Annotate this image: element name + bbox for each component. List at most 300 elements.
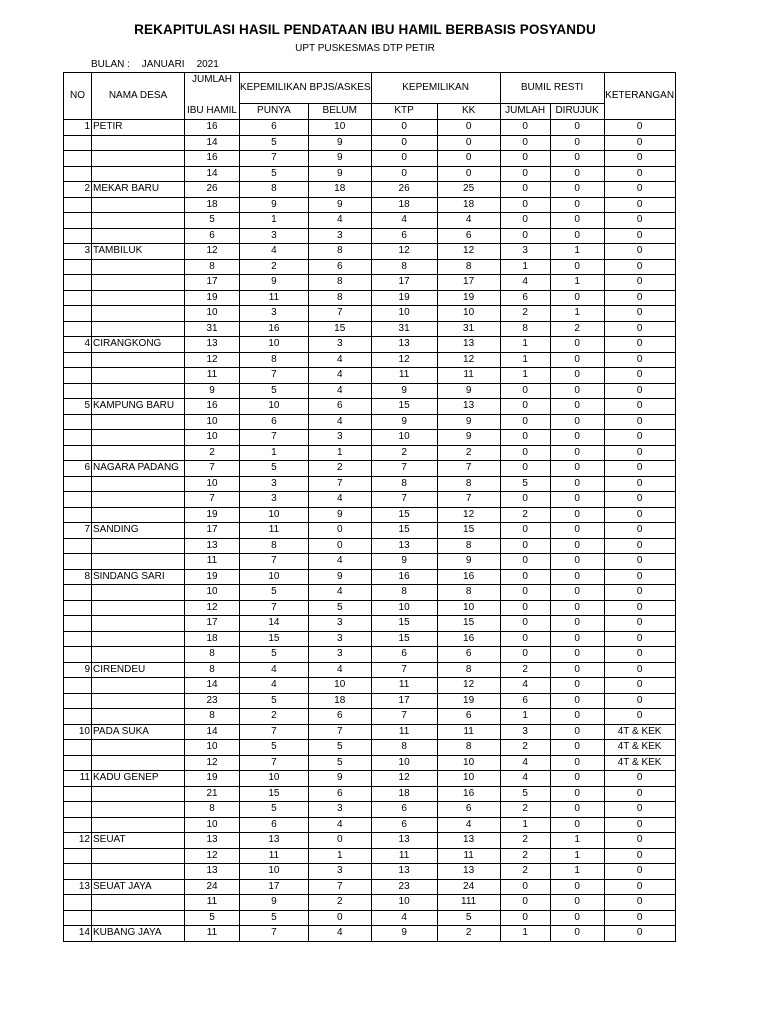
cell-bpjs-belum: 6 [308,399,371,415]
cell-ktp: 12 [371,771,437,787]
cell-bpjs-punya: 8 [240,352,309,368]
cell-bpjs-belum: 18 [308,693,371,709]
cell-ibu-hamil: 6 [185,228,240,244]
row-nama-desa [92,135,185,151]
cell-bpjs-punya: 5 [240,585,309,601]
cell-keterangan: 0 [604,166,675,182]
year-value: 2021 [196,59,219,70]
cell-keterangan: 0 [604,275,675,291]
cell-resti-dirujuk: 2 [550,321,604,337]
table-body [64,120,676,942]
cell-bpjs-punya: 5 [240,802,309,818]
table-row [64,724,676,740]
cell-resti-jumlah: 0 [500,228,550,244]
cell-bpjs-punya: 10 [240,337,309,353]
rekap-table [63,72,676,942]
row-no: 1 [64,120,92,136]
cell-keterangan: 0 [604,616,675,632]
table-row [64,631,676,647]
cell-kk: 10 [437,306,500,322]
cell-ibu-hamil: 23 [185,693,240,709]
cell-resti-jumlah: 2 [500,833,550,849]
cell-keterangan: 0 [604,306,675,322]
col-header-no: NO [64,73,92,120]
cell-kk: 11 [437,848,500,864]
bulan-label: BULAN : [91,59,130,70]
table-row [64,879,676,895]
report-subtitle: UPT PUSKESMAS DTP PETIR [295,43,435,54]
cell-bpjs-punya: 11 [240,523,309,539]
cell-bpjs-belum: 4 [308,926,371,942]
cell-bpjs-punya: 7 [240,368,309,384]
cell-resti-jumlah: 0 [500,492,550,508]
cell-resti-jumlah: 0 [500,151,550,167]
cell-kk: 111 [437,895,500,911]
cell-resti-dirujuk: 0 [550,910,604,926]
table-row [64,135,676,151]
cell-keterangan: 0 [604,213,675,229]
cell-bpjs-punya: 5 [240,461,309,477]
table-row [64,321,676,337]
cell-ktp: 17 [371,275,437,291]
cell-keterangan: 0 [604,197,675,213]
row-no [64,135,92,151]
cell-bpjs-belum: 4 [308,817,371,833]
cell-resti-jumlah: 0 [500,461,550,477]
cell-kk: 8 [437,585,500,601]
cell-bpjs-belum: 5 [308,740,371,756]
col-header-punya: PUNYA [240,104,309,120]
cell-kk: 11 [437,368,500,384]
cell-kk: 24 [437,879,500,895]
table-row [64,507,676,523]
cell-resti-jumlah: 1 [500,259,550,275]
cell-ibu-hamil: 9 [185,383,240,399]
cell-ibu-hamil: 12 [185,600,240,616]
table-row [64,430,676,446]
cell-resti-jumlah: 0 [500,166,550,182]
cell-ktp: 9 [371,414,437,430]
row-nama-desa: PETIR [92,120,185,136]
row-no [64,740,92,756]
cell-ktp: 15 [371,507,437,523]
cell-resti-jumlah: 3 [500,724,550,740]
cell-bpjs-belum: 9 [308,166,371,182]
row-no [64,197,92,213]
cell-resti-dirujuk: 0 [550,399,604,415]
cell-bpjs-punya: 2 [240,709,309,725]
table-row [64,771,676,787]
cell-resti-dirujuk: 0 [550,616,604,632]
cell-ibu-hamil: 7 [185,461,240,477]
cell-resti-dirujuk: 0 [550,461,604,477]
cell-bpjs-punya: 10 [240,399,309,415]
cell-ktp: 10 [371,306,437,322]
row-nama-desa [92,476,185,492]
cell-ktp: 13 [371,337,437,353]
cell-bpjs-belum: 4 [308,414,371,430]
cell-resti-jumlah: 5 [500,786,550,802]
cell-resti-jumlah: 1 [500,817,550,833]
row-nama-desa: SANDING [92,523,185,539]
cell-resti-dirujuk: 0 [550,678,604,694]
cell-bpjs-punya: 10 [240,771,309,787]
table-row [64,352,676,368]
cell-kk: 18 [437,197,500,213]
cell-ktp: 6 [371,647,437,663]
row-no [64,507,92,523]
cell-resti-jumlah: 2 [500,864,550,880]
cell-bpjs-belum: 8 [308,290,371,306]
row-no [64,538,92,554]
cell-keterangan: 0 [604,399,675,415]
cell-bpjs-belum: 9 [308,135,371,151]
cell-resti-dirujuk: 0 [550,476,604,492]
cell-ibu-hamil: 17 [185,523,240,539]
table-row [64,166,676,182]
cell-ibu-hamil: 14 [185,724,240,740]
row-no [64,802,92,818]
cell-keterangan: 0 [604,244,675,260]
cell-bpjs-belum: 2 [308,461,371,477]
cell-bpjs-belum: 1 [308,445,371,461]
cell-kk: 16 [437,786,500,802]
table-row [64,600,676,616]
cell-bpjs-punya: 3 [240,492,309,508]
row-nama-desa [92,802,185,818]
cell-kk: 0 [437,120,500,136]
row-no [64,368,92,384]
cell-keterangan: 0 [604,662,675,678]
cell-ktp: 10 [371,430,437,446]
cell-ibu-hamil: 26 [185,182,240,198]
cell-ktp: 8 [371,585,437,601]
cell-keterangan: 0 [604,120,675,136]
col-header-nama-desa: NAMA DESA [92,73,185,120]
cell-bpjs-belum: 3 [308,647,371,663]
cell-bpjs-belum: 8 [308,244,371,260]
cell-kk: 2 [437,926,500,942]
row-nama-desa: SEUAT [92,833,185,849]
cell-keterangan: 0 [604,631,675,647]
row-nama-desa [92,290,185,306]
cell-resti-dirujuk: 0 [550,771,604,787]
cell-resti-dirujuk: 0 [550,135,604,151]
cell-resti-dirujuk: 0 [550,151,604,167]
cell-resti-dirujuk: 0 [550,802,604,818]
cell-keterangan: 0 [604,259,675,275]
cell-resti-dirujuk: 0 [550,337,604,353]
cell-resti-jumlah: 0 [500,135,550,151]
cell-keterangan: 0 [604,910,675,926]
cell-keterangan: 0 [604,786,675,802]
cell-bpjs-punya: 3 [240,228,309,244]
cell-bpjs-belum: 3 [308,864,371,880]
cell-ibu-hamil: 18 [185,631,240,647]
row-nama-desa [92,507,185,523]
cell-resti-jumlah: 0 [500,910,550,926]
cell-ktp: 23 [371,879,437,895]
cell-ibu-hamil: 2 [185,445,240,461]
cell-resti-jumlah: 0 [500,120,550,136]
cell-resti-dirujuk: 0 [550,600,604,616]
cell-resti-jumlah: 0 [500,879,550,895]
row-nama-desa [92,585,185,601]
row-nama-desa [92,414,185,430]
cell-kk: 10 [437,771,500,787]
row-nama-desa: CIRANGKONG [92,337,185,353]
cell-kk: 16 [437,631,500,647]
cell-resti-dirujuk: 1 [550,306,604,322]
cell-resti-jumlah: 0 [500,569,550,585]
row-no: 7 [64,523,92,539]
cell-kk: 19 [437,290,500,306]
cell-keterangan: 0 [604,647,675,663]
cell-bpjs-belum: 0 [308,833,371,849]
cell-resti-dirujuk: 0 [550,879,604,895]
cell-bpjs-punya: 8 [240,538,309,554]
cell-resti-jumlah: 2 [500,662,550,678]
row-no: 2 [64,182,92,198]
cell-resti-jumlah: 4 [500,275,550,291]
row-nama-desa [92,647,185,663]
cell-ibu-hamil: 11 [185,926,240,942]
cell-keterangan: 0 [604,802,675,818]
cell-bpjs-punya: 9 [240,275,309,291]
cell-kk: 5 [437,910,500,926]
cell-bpjs-belum: 4 [308,368,371,384]
row-no [64,445,92,461]
table-row [64,228,676,244]
cell-bpjs-punya: 7 [240,600,309,616]
cell-ktp: 15 [371,631,437,647]
cell-keterangan: 0 [604,492,675,508]
col-header-ktp: KTP [371,104,437,120]
cell-bpjs-punya: 7 [240,755,309,771]
cell-kk: 12 [437,244,500,260]
cell-bpjs-punya: 3 [240,476,309,492]
table-row [64,833,676,849]
row-no [64,290,92,306]
cell-ibu-hamil: 13 [185,833,240,849]
table-row [64,368,676,384]
row-no [64,321,92,337]
cell-kk: 7 [437,492,500,508]
cell-ibu-hamil: 19 [185,507,240,523]
col-header-belum: BELUM [308,104,371,120]
row-nama-desa [92,197,185,213]
cell-resti-jumlah: 0 [500,523,550,539]
cell-bpjs-belum: 7 [308,306,371,322]
cell-ibu-hamil: 10 [185,306,240,322]
cell-resti-dirujuk: 0 [550,631,604,647]
cell-keterangan: 0 [604,352,675,368]
cell-ibu-hamil: 8 [185,259,240,275]
cell-bpjs-belum: 4 [308,383,371,399]
cell-resti-jumlah: 8 [500,321,550,337]
cell-ktp: 19 [371,290,437,306]
cell-ibu-hamil: 14 [185,678,240,694]
cell-ktp: 13 [371,864,437,880]
row-nama-desa [92,383,185,399]
cell-kk: 9 [437,414,500,430]
row-nama-desa: KAMPUNG BARU [92,399,185,415]
row-nama-desa [92,600,185,616]
table-row [64,476,676,492]
row-nama-desa [92,678,185,694]
cell-resti-jumlah: 0 [500,197,550,213]
cell-bpjs-punya: 7 [240,151,309,167]
cell-resti-dirujuk: 1 [550,864,604,880]
row-no [64,616,92,632]
cell-keterangan: 0 [604,151,675,167]
row-no [64,492,92,508]
bulan-value: JANUARI [141,59,185,70]
cell-ibu-hamil: 19 [185,771,240,787]
cell-ktp: 6 [371,802,437,818]
cell-resti-jumlah: 0 [500,554,550,570]
cell-ibu-hamil: 8 [185,802,240,818]
cell-bpjs-punya: 11 [240,848,309,864]
cell-resti-dirujuk: 0 [550,197,604,213]
cell-keterangan: 0 [604,895,675,911]
row-no: 3 [64,244,92,260]
cell-keterangan: 0 [604,864,675,880]
cell-ktp: 26 [371,182,437,198]
cell-bpjs-punya: 1 [240,213,309,229]
row-no [64,600,92,616]
cell-bpjs-punya: 4 [240,678,309,694]
row-no [64,848,92,864]
cell-ibu-hamil: 11 [185,895,240,911]
cell-ktp: 4 [371,910,437,926]
cell-kk: 8 [437,662,500,678]
cell-kk: 0 [437,151,500,167]
cell-resti-dirujuk: 0 [550,166,604,182]
cell-keterangan: 0 [604,507,675,523]
cell-kk: 8 [437,476,500,492]
cell-kk: 2 [437,445,500,461]
table-row [64,492,676,508]
row-no [64,259,92,275]
cell-resti-dirujuk: 1 [550,244,604,260]
cell-ibu-hamil: 12 [185,755,240,771]
row-nama-desa: NAGARA PADANG [92,461,185,477]
cell-ktp: 12 [371,352,437,368]
cell-ibu-hamil: 19 [185,290,240,306]
col-header-kk: KK [437,104,500,120]
col-header-bumil-resti: BUMIL RESTI [500,73,604,104]
cell-ibu-hamil: 16 [185,151,240,167]
cell-kk: 9 [437,430,500,446]
cell-bpjs-punya: 17 [240,879,309,895]
row-no [64,430,92,446]
cell-bpjs-punya: 6 [240,120,309,136]
cell-bpjs-punya: 10 [240,507,309,523]
row-no [64,647,92,663]
cell-resti-jumlah: 0 [500,414,550,430]
cell-ibu-hamil: 19 [185,569,240,585]
cell-ktp: 8 [371,259,437,275]
row-no: 9 [64,662,92,678]
cell-resti-dirujuk: 0 [550,492,604,508]
cell-resti-dirujuk: 0 [550,383,604,399]
cell-bpjs-punya: 4 [240,244,309,260]
cell-resti-dirujuk: 0 [550,290,604,306]
cell-bpjs-punya: 7 [240,430,309,446]
cell-bpjs-punya: 16 [240,321,309,337]
cell-resti-dirujuk: 1 [550,848,604,864]
cell-kk: 6 [437,709,500,725]
table-row [64,337,676,353]
cell-ibu-hamil: 16 [185,120,240,136]
table-row [64,817,676,833]
row-nama-desa [92,492,185,508]
row-no [64,631,92,647]
cell-resti-jumlah: 0 [500,895,550,911]
cell-ktp: 13 [371,833,437,849]
cell-ibu-hamil: 24 [185,879,240,895]
row-nama-desa [92,306,185,322]
cell-bpjs-belum: 3 [308,631,371,647]
row-nama-desa [92,321,185,337]
table-row [64,585,676,601]
cell-ibu-hamil: 10 [185,817,240,833]
row-no [64,228,92,244]
cell-keterangan: 0 [604,430,675,446]
cell-kk: 4 [437,817,500,833]
cell-bpjs-punya: 5 [240,910,309,926]
row-nama-desa [92,740,185,756]
cell-resti-jumlah: 0 [500,616,550,632]
row-nama-desa [92,709,185,725]
cell-bpjs-punya: 14 [240,616,309,632]
cell-bpjs-punya: 5 [240,693,309,709]
cell-bpjs-punya: 7 [240,724,309,740]
table-row [64,554,676,570]
cell-ibu-hamil: 17 [185,616,240,632]
cell-keterangan: 0 [604,879,675,895]
cell-kk: 15 [437,523,500,539]
cell-bpjs-punya: 10 [240,864,309,880]
cell-kk: 0 [437,135,500,151]
row-no: 11 [64,771,92,787]
col-header-dirujuk: DIRUJUK [550,104,604,120]
cell-resti-dirujuk: 0 [550,786,604,802]
cell-resti-dirujuk: 0 [550,368,604,384]
cell-ibu-hamil: 11 [185,554,240,570]
cell-resti-jumlah: 4 [500,771,550,787]
cell-kk: 13 [437,337,500,353]
row-nama-desa [92,151,185,167]
cell-ibu-hamil: 14 [185,135,240,151]
row-no: 10 [64,724,92,740]
row-no [64,383,92,399]
cell-bpjs-belum: 9 [308,197,371,213]
row-no [64,151,92,167]
cell-bpjs-punya: 13 [240,833,309,849]
cell-resti-dirujuk: 0 [550,569,604,585]
cell-kk: 0 [437,166,500,182]
row-no [64,693,92,709]
table-row [64,786,676,802]
row-no [64,786,92,802]
cell-bpjs-belum: 4 [308,554,371,570]
cell-ibu-hamil: 13 [185,337,240,353]
row-no: 12 [64,833,92,849]
cell-bpjs-belum: 4 [308,352,371,368]
col-header-jumlah: JUMLAH [500,104,550,120]
